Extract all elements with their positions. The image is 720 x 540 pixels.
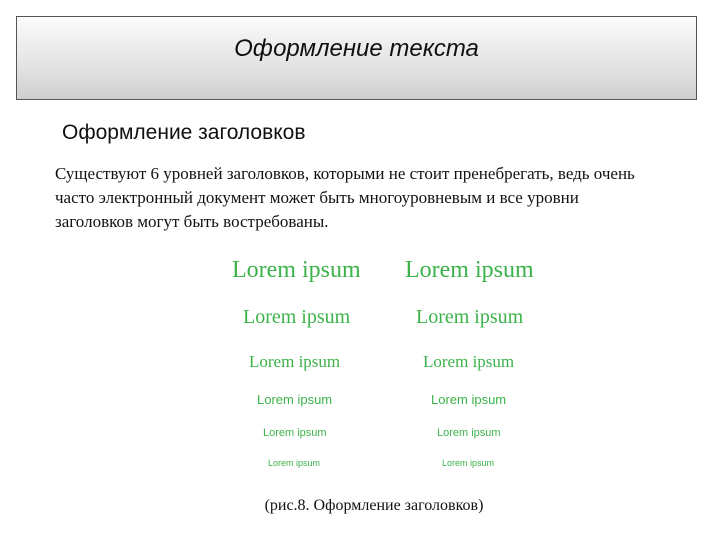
- heading-sample-h5-right: Lorem ipsum: [437, 427, 501, 439]
- section-subheading: Оформление заголовков: [62, 121, 306, 144]
- heading-sample-h2-left: Lorem ipsum: [243, 306, 351, 328]
- heading-sample-h3-right: Lorem ipsum: [423, 352, 515, 371]
- figure-caption: (рис.8. Оформление заголовков): [264, 497, 484, 514]
- heading-sample-h1-left: Lorem ipsum: [232, 257, 361, 283]
- body-paragraph: Существуют 6 уровней заголовков, которыми не стоит пренебрегать, ведь очень часто электронный документ может быть многоуровневым и все уровни заголовков могут быть востребованы.: [55, 164, 635, 231]
- heading-sample-h5-left: Lorem ipsum: [263, 427, 327, 439]
- heading-sample-h6-left: Lorem ipsum: [268, 458, 321, 468]
- slide-title: Оформление текста: [234, 35, 479, 62]
- heading-sample-h4-right: Lorem ipsum: [431, 392, 507, 407]
- slide-title-box: [16, 16, 697, 100]
- heading-sample-h6-right: Lorem ipsum: [442, 458, 495, 468]
- heading-sample-h2-right: Lorem ipsum: [416, 306, 524, 328]
- heading-sample-h4-left: Lorem ipsum: [257, 392, 333, 407]
- heading-sample-h3-left: Lorem ipsum: [249, 352, 341, 371]
- heading-sample-h1-right: Lorem ipsum: [405, 257, 534, 283]
